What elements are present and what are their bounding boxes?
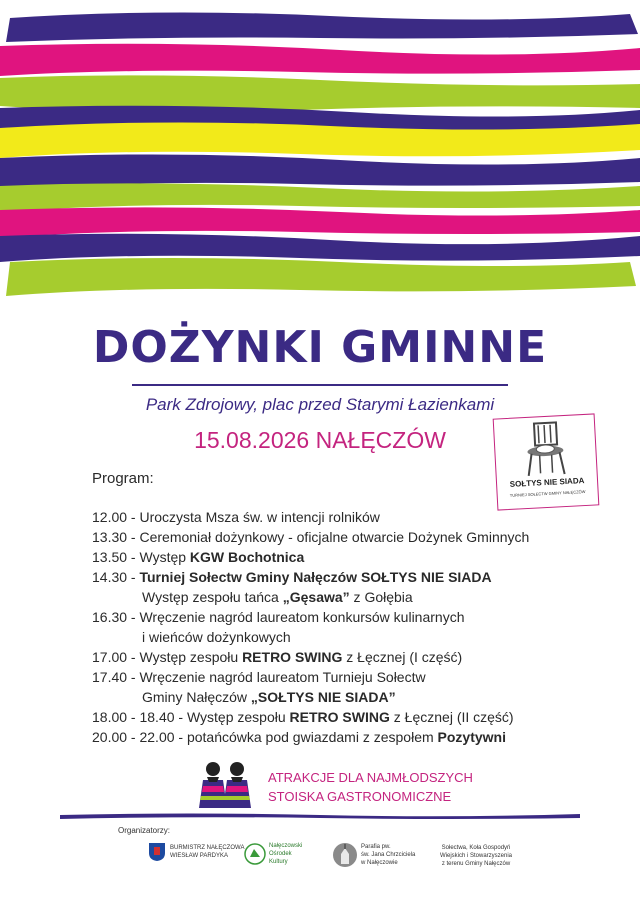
sponsor-parish-line2: św. Jana Chrzciciela xyxy=(361,852,416,858)
schedule-item: Występ zespołu tańca „Gęsawa” z Gołębia xyxy=(142,589,413,605)
schedule-item: 18.00 - 18.40 - Występ zespołu RETRO SWING z Łęcznej (II część) xyxy=(92,709,514,725)
sponsor-parish-line1: Parafia pw. xyxy=(361,844,391,850)
brush-stripes-decoration xyxy=(0,0,640,300)
sponsor-villages-line2: Wiejskich i Stowarzyszenia xyxy=(440,853,513,859)
schedule-item: 20.00 - 22.00 - potańcówka pod gwiazdami z zespołem Pozytywni xyxy=(92,729,506,745)
program-schedule xyxy=(92,507,572,747)
schedule-item: 13.30 - Ceremoniał dożynkowy - oficjalne otwarcie Dożynek Gminnych xyxy=(92,529,530,545)
schedule-item: 14.30 - Turniej Sołectw Gminy Nałęczów SOŁTYS NIE SIADA xyxy=(92,569,492,585)
bottom-brush-divider xyxy=(60,812,580,820)
sponsor-culture-line3: Kultury xyxy=(269,859,288,865)
sponsor-mayor-line1: BURMISTRZ NAŁĘCZOWA xyxy=(170,845,245,851)
schedule-item: 12.00 - Uroczysta Msza św. w intencji rolników xyxy=(92,509,380,525)
title-divider xyxy=(132,384,508,386)
sponsor-culture-line1: Nałęczowski xyxy=(269,843,303,849)
sponsor-culture-line2: Ośrodek xyxy=(269,851,292,857)
schedule-item: Gminy Nałęczów „SOŁTYS NIE SIADA” xyxy=(142,689,396,705)
schedule-item: 17.40 - Wręczenie nagród laureatom Turnieju Sołectw xyxy=(92,669,426,685)
folk-dolls-icon xyxy=(197,760,255,810)
sponsor-villages-line1: Sołectwa, Koła Gospodyń xyxy=(441,845,511,851)
event-date: 15.08.2026 NAŁĘCZÓW xyxy=(194,427,446,453)
sponsor-mayor-line2: WIESŁAW PARDYKA xyxy=(170,853,229,859)
sponsor-parish xyxy=(333,842,415,868)
chair-icon xyxy=(494,414,597,479)
schedule-item: i wieńców dożynkowych xyxy=(142,629,291,645)
badge-title: SOŁTYS NIE SIADA xyxy=(509,476,585,489)
soltys-nie-siada-badge xyxy=(493,413,600,510)
culture-center-logo-icon xyxy=(244,843,266,865)
program-label: Program: xyxy=(92,470,154,487)
sponsor-culture-center xyxy=(244,842,302,866)
attraction-kids: ATRAKCJE DLA NAJMŁODSZYCH xyxy=(268,770,473,785)
attraction-food: STOISKA GASTRONOMICZNE xyxy=(268,789,452,804)
schedule-item: 16.30 - Wręczenie nagród laureatom konkursów kulinarnych xyxy=(92,609,465,625)
badge-subtitle: TURNIEJ SOŁECTW GMINY NAŁĘCZÓW xyxy=(509,488,586,498)
sponsor-parish-line3: w Nałęczowie xyxy=(361,860,398,866)
sponsor-mayor xyxy=(148,842,244,862)
schedule-item: 13.50 - Występ KGW Bochotnica xyxy=(92,549,305,565)
sponsor-villages-line3: z terenu Gminy Nałęczów xyxy=(441,861,511,867)
page-title: DOŻYNKI GMINNE xyxy=(92,322,548,373)
church-icon xyxy=(333,842,357,868)
sponsor-villages xyxy=(440,844,512,868)
coat-of-arms-icon xyxy=(148,842,166,862)
schedule-item: 17.00 - Występ zespołu RETRO SWING z Łęcznej (I część) xyxy=(92,649,463,665)
organizers-label: Organizatorzy: xyxy=(118,826,171,835)
event-location: Park Zdrojowy, plac przed Starymi Łazienkami xyxy=(145,395,495,414)
